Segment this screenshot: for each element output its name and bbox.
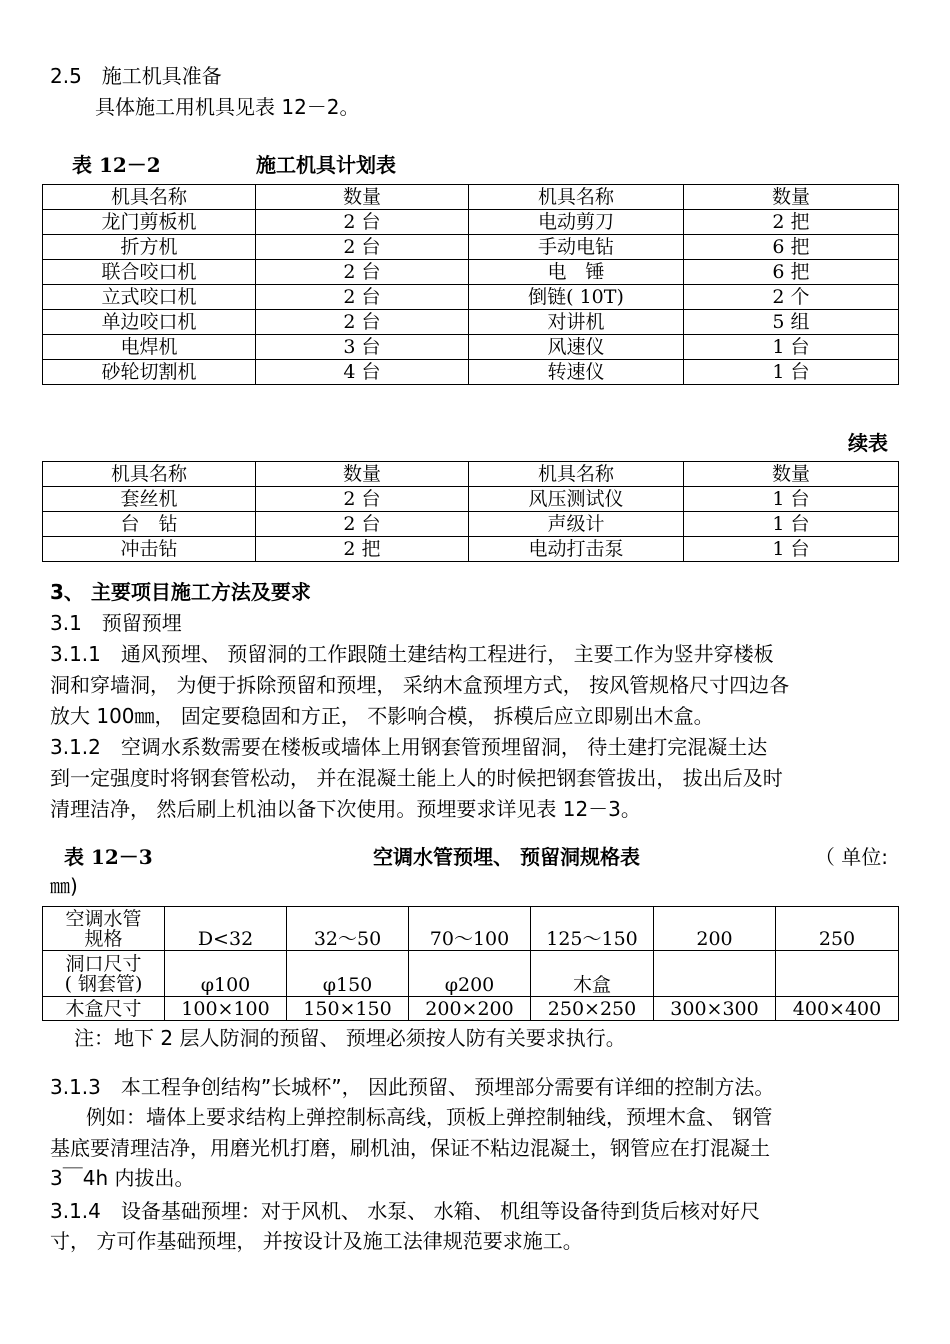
table-cell: 风速仪	[469, 335, 684, 360]
table-cell: 风压测试仪	[469, 487, 684, 512]
table-cont	[42, 461, 899, 562]
table-row	[43, 997, 899, 1021]
table-cell: 2 台	[256, 310, 469, 335]
header-cell: 机具名称	[43, 462, 256, 487]
table-cell: 3 台	[256, 335, 469, 360]
table-12-3-note: 注：地下 2 层人防洞的预留、 预埋必须按人防有关要求执行。	[74, 1026, 626, 1050]
table-cell: 2 台	[256, 260, 469, 285]
row-head-cell	[43, 907, 165, 951]
table-cell: 2 把	[684, 210, 899, 235]
table-cell: 声级计	[469, 512, 684, 537]
table-header-row	[43, 185, 899, 210]
table-header-row	[43, 462, 899, 487]
table-cell: 32～50	[287, 907, 409, 951]
table-cell: 6 把	[684, 260, 899, 285]
table-cell: 2 台	[256, 487, 469, 512]
header-cell: 数量	[684, 185, 899, 210]
header-cell: 数量	[256, 185, 469, 210]
para-3-1-3-line: 例如：墙体上要求结构上弹控制标高线，顶板上弹控制轴线，预埋木盒、 钢管	[86, 1105, 773, 1129]
table-cell: 对讲机	[469, 310, 684, 335]
table-cell: 1 台	[684, 537, 899, 562]
table-cont-label: 续表	[848, 431, 888, 455]
table-cell	[776, 951, 899, 997]
table-row	[43, 335, 899, 360]
section-2-5-title: 2.5 施工机具准备	[50, 64, 222, 88]
table-cell: 倒链( 10T)	[469, 285, 684, 310]
header-cell: 数量	[256, 462, 469, 487]
table-cell: 砂轮切割机	[43, 360, 256, 385]
para-3-1-1-line: 洞和穿墙洞， 为便于拆除预留和预埋， 采纳木盒预埋方式， 按风管规格尺寸四边各	[50, 673, 790, 697]
table-cell: 立式咬口机	[43, 285, 256, 310]
table-cell: 冲击钻	[43, 537, 256, 562]
table-cell: 6 把	[684, 235, 899, 260]
table-cell: 电 锤	[469, 260, 684, 285]
para-3-1-3-line: 基底要清理洁净，用磨光机打磨，刷机油，保证不粘边混凝土，钢管应在打混凝土	[50, 1136, 770, 1160]
para-3-1-3-line: 3￣4h 内拔出。	[50, 1166, 195, 1190]
table-cell: 电动打击泵	[469, 537, 684, 562]
table-cell: 200	[654, 907, 776, 951]
para-3-1-2-line: 3.1.2 空调水系数需要在楼板或墙体上用钢套管预埋留洞， 待土建打完混凝土达	[50, 735, 768, 759]
table-12-3-unit-cont: ㎜)	[50, 874, 78, 898]
table-cell: 2 台	[256, 210, 469, 235]
table-cell: 1 台	[684, 335, 899, 360]
table-row	[43, 235, 899, 260]
row-head-line: 规格	[84, 927, 123, 950]
table-cell: 电动剪刀	[469, 210, 684, 235]
section-3-title: 3、 主要项目施工方法及要求	[50, 580, 311, 604]
para-3-1-2-line: 到一定强度时将钢套管松动， 并在混凝土能上人的时候把钢套管拔出， 拔出后及时	[50, 766, 783, 790]
table-cell: 龙门剪板机	[43, 210, 256, 235]
row-head-line: ( 钢套管)	[64, 972, 143, 995]
header-cell: 机具名称	[43, 185, 256, 210]
table-cell: 2 台	[256, 235, 469, 260]
table-cell: 1 台	[684, 487, 899, 512]
table-cell: 2 台	[256, 512, 469, 537]
table-cell: φ100	[165, 951, 287, 997]
table-12-3-unit: （ 单位:	[814, 845, 888, 869]
table-cell: 100×100	[165, 997, 287, 1021]
table-cell: 2 把	[256, 537, 469, 562]
table-12-3-label: 表 12－3	[64, 845, 153, 869]
table-cell: 手动电钻	[469, 235, 684, 260]
table-cell: 200×200	[409, 997, 531, 1021]
table-12-3	[42, 906, 899, 1021]
table-cell: 木盒	[531, 951, 654, 997]
row-head-line: 洞口尺寸	[65, 952, 142, 975]
table-row	[43, 260, 899, 285]
row-head-cell	[43, 951, 165, 997]
table-cell: 折方机	[43, 235, 256, 260]
table-cell: 4 台	[256, 360, 469, 385]
table-cell: 5 组	[684, 310, 899, 335]
section-2-5-intro: 具体施工用机具见表 12－2。	[95, 95, 360, 119]
para-3-1-3-line: 3.1.3 本工程争创结构”长城杯”， 因此预留、 预埋部分需要有详细的控制方法。	[50, 1075, 775, 1099]
table-row	[43, 537, 899, 562]
table-cell: 400×400	[776, 997, 899, 1021]
table-cell: 转速仪	[469, 360, 684, 385]
row-head-cell: 木盒尺寸	[43, 997, 165, 1021]
table-12-3-title: 空调水管预埋、 预留洞规格表	[373, 845, 640, 869]
table-row	[43, 285, 899, 310]
para-3-1-4-line: 寸， 方可作基础预埋， 并按设计及施工法律规范要求施工。	[50, 1229, 583, 1253]
table-row	[43, 907, 899, 951]
table-cell: 150×150	[287, 997, 409, 1021]
table-cell: 70～100	[409, 907, 531, 951]
header-cell: 机具名称	[469, 185, 684, 210]
table-cell: D<32	[165, 907, 287, 951]
table-12-2	[42, 184, 899, 385]
table-cell: 1 台	[684, 512, 899, 537]
table-12-2-title: 施工机具计划表	[256, 153, 396, 177]
table-cell: 250×250	[531, 997, 654, 1021]
para-3-1-4-line: 3.1.4 设备基础预埋：对于风机、 水泵、 水箱、 机组等设备待到货后核对好尺	[50, 1199, 760, 1223]
table-row	[43, 360, 899, 385]
table-row	[43, 512, 899, 537]
table-cell: 套丝机	[43, 487, 256, 512]
table-row	[43, 951, 899, 997]
table-cell: 台 钻	[43, 512, 256, 537]
table-cell: 联合咬口机	[43, 260, 256, 285]
para-3-1-2-line: 清理洁净， 然后刷上机油以备下次使用。预埋要求详见表 12－3。	[50, 797, 641, 821]
table-cell: 250	[776, 907, 899, 951]
table-cell: φ150	[287, 951, 409, 997]
table-12-2-label: 表 12－2	[72, 153, 161, 177]
table-cell	[654, 951, 776, 997]
table-cell: 125～150	[531, 907, 654, 951]
section-3-1-title: 3.1 预留预埋	[50, 611, 182, 635]
row-head-line: 空调水管	[65, 907, 142, 930]
table-cell: 2 台	[256, 285, 469, 310]
para-3-1-1-line: 放大 100㎜， 固定要稳固和方正， 不影响合模， 拆模后应立即剔出木盒。	[50, 704, 714, 728]
table-row	[43, 310, 899, 335]
para-3-1-1-line: 3.1.1 通风预埋、 预留洞的工作跟随土建结构工程进行， 主要工作为竖井穿楼板	[50, 642, 774, 666]
header-cell: 机具名称	[469, 462, 684, 487]
table-cell: 电焊机	[43, 335, 256, 360]
table-cell: 300×300	[654, 997, 776, 1021]
header-cell: 数量	[684, 462, 899, 487]
table-cell: 1 台	[684, 360, 899, 385]
table-cell: φ200	[409, 951, 531, 997]
table-cell: 2 个	[684, 285, 899, 310]
table-cell: 单边咬口机	[43, 310, 256, 335]
table-row	[43, 487, 899, 512]
table-row	[43, 210, 899, 235]
